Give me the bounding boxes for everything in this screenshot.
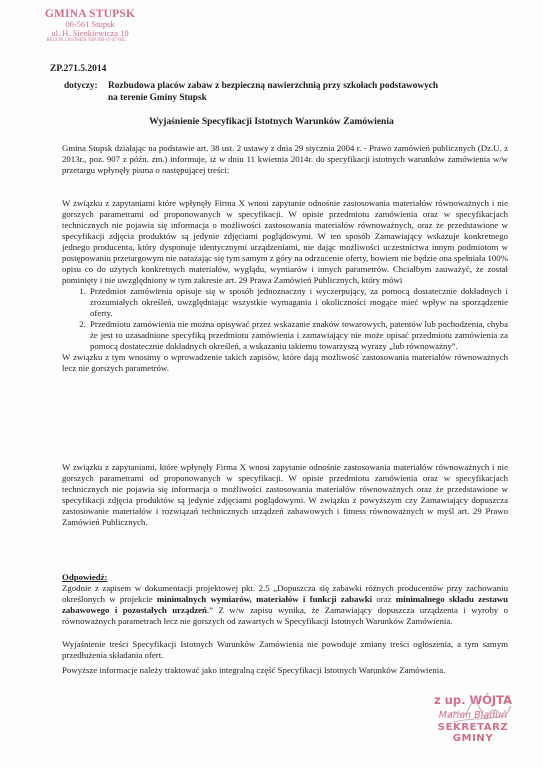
signature-title: SEKRETARZ GMINY [437, 722, 509, 744]
subject-line-2: na terenie Gminy Stupsk [108, 93, 207, 103]
stamp-line-2: 06-561 Stupsk [65, 19, 115, 30]
signature-line-1: z up. WÓJTA [433, 693, 513, 707]
intro-paragraph: Gmina Stupsk działając na podstawie art. 38 ust. 2 ustawy z dnia 29 stycznia 2004 r. - Prawo zamówień publicznych (Dz.U. z 2013r., poz. 907 z późn. zm.) informuje, iż w dniu 11 kwietnia 2014r. do specyfikacji istotnych warunków zamówienia w/w przetargu wpłynęły pisma o następującej treści: [62, 143, 508, 175]
answer-label: Odpowiedź: [62, 572, 108, 582]
answer-bold-1: minimalnych wymiarów, materiałów i funkcji zabawki [156, 594, 373, 604]
answer-section [62, 572, 508, 627]
answer-paragraph-1: Zgodnie z zapisem w dokumentacji projektowej pkt. 2.5 „Dopuszcza się zabawki różnych producentów przy zachowaniu określonych w projekcie minimalnych wymiarów, materiałów i funkcji zabawki oraz minimalnego składu zestawu zabawowego i pozostałych urządzeń.” Z w/w zapisu wynika, że Zamawiający dopuszcza urządzenia i wyroby o równoważnych parametrach lecz nie gorszych od zawartych w Specyfikacji Istotnych Warunków Zamówienia. [62, 583, 508, 626]
question-1 [62, 198, 508, 374]
handwritten-signature [444, 696, 514, 726]
question-2: W związku z zapytaniami, które wpłynęły Firma X wnosi zapytanie odnośnie zastosowania materiałów równoważnych i nie gorszych parametrami od proponowanych w specyfikacji. W opisie przedmiotu zamówienia oraz w specyfikacjach technicznych nie pojawia się informacja o możliwości zastosowania materiałów równoważnych oraz że przedstawione w specyfikacji zdjęcia produktów są jedynie zdjęciami poglądowymi. W związku z powyższym czy Zamawiający dopuszcza zastosowanie materiałów i rozwiązań technicznych urządzeń zabawowych i fitness równoważnych w myśl art. 29 Prawo Zamówień Publicznych. [62, 462, 508, 527]
article-29-list [62, 286, 508, 352]
reference-number: ZP.271.5.2014 [50, 64, 107, 74]
subject-line-1: Rozbudowa placów zabaw z bezpieczną nawierzchnią przy szkołach podstawowych [108, 81, 439, 91]
list-item: 1. Przedmiot zamówienia opisuje się w sposób jednoznaczny i wyczerpujący, za pomocą dostatecznie dokładnych i zrozumiałych określeń, uwzględniając wszystkie wymagania i okoliczności mogące mieć wpływ na sporządzenie oferty. [88, 286, 508, 319]
answer-paragraph-2: Wyjaśnienie treści Specyfikacji Istotnych Warunków Zamówienia nie powoduje zmiany treści ogłoszenia, a tym samym przedłużenia składania ofert. [62, 639, 508, 660]
answer-bold-2: minimalnego składu zestawu zabawowego i pozostałych urządzeń [62, 594, 508, 615]
list-item: 2. Przedmiotu zamówienia nie można opisywać przez wskazanie znaków towarowych, patentów lub pochodzenia, chyba że jest to uzasadnione specyfiką przedmiotu zamówienia i zamawiający nie może opisać przedmiotu zamówienia za pomocą dostatecznie dokładnych określeń, a wskazaniu takiemu towarzyszą wyrazy „lub równoważny”. [88, 319, 508, 352]
subject [64, 80, 504, 104]
signature-stamp [418, 693, 528, 744]
question-1-text: W związku z zapytaniami które wpłynęły Firma X wnosi zapytanie odnośnie zastosowania materiałów równoważnych i nie gorszych parametrami od proponowanych w specyfikacji. W opisie przedmiotu zamówienia oraz w specyfikacjach technicznych nie pojawia się informacja o możliwości zastosowania materiałów równoważnych, oraz że przedstawione w specyfikacji zdjęcia produktów są jedynie zdjęciami poglądowymi. W ten sposób Zamawiający wskazuje konkretnego jednego producenta, który dysponuje identycznymi urządzeniami, nie dając możliwości uczestnictwa innym podmiotom w postępowaniu przetargowym nie narażając się tym samym z góry na odrzucenie oferty, bowiem nie będzie ona spełniała 100% opisu co do użytych konkretnych materiałów, wyglądu, wymiarów i innych parametrów. Chciałbym zauważyć, że został pominięty i nie uwzględniony w tym zakresie art. 29 Prawa Zamówień Publicznych, który mówi [62, 198, 508, 285]
gmina-stamp [44, 8, 136, 43]
answer-paragraph-3: Powyższe informacje należy traktować jako integralną część Specyfikacji Istotnych Warunków Zamówienia. [62, 665, 446, 675]
stamp-line-1: GMINA STUPSK [44, 8, 136, 20]
question-1-closing: W związku z tym wnosimy o wprowadzenie takich zapisów, które dają możliwość zastosowania materiałów równoważnych lecz nie gorszych parametrów. [62, 352, 508, 373]
stamp-line-3: ul. H. Sienkiewicza 10 [51, 27, 129, 38]
document-heading: Wyjaśnienie Specyfikacji Istotnych Warunków Zamówienia [149, 116, 394, 127]
signature-name: Marian Bladuń [438, 710, 508, 721]
subject-label: dotyczy: [64, 81, 98, 91]
stamp-line-4: REGON 130378456, NIP 569-17-47-045 [46, 37, 126, 43]
